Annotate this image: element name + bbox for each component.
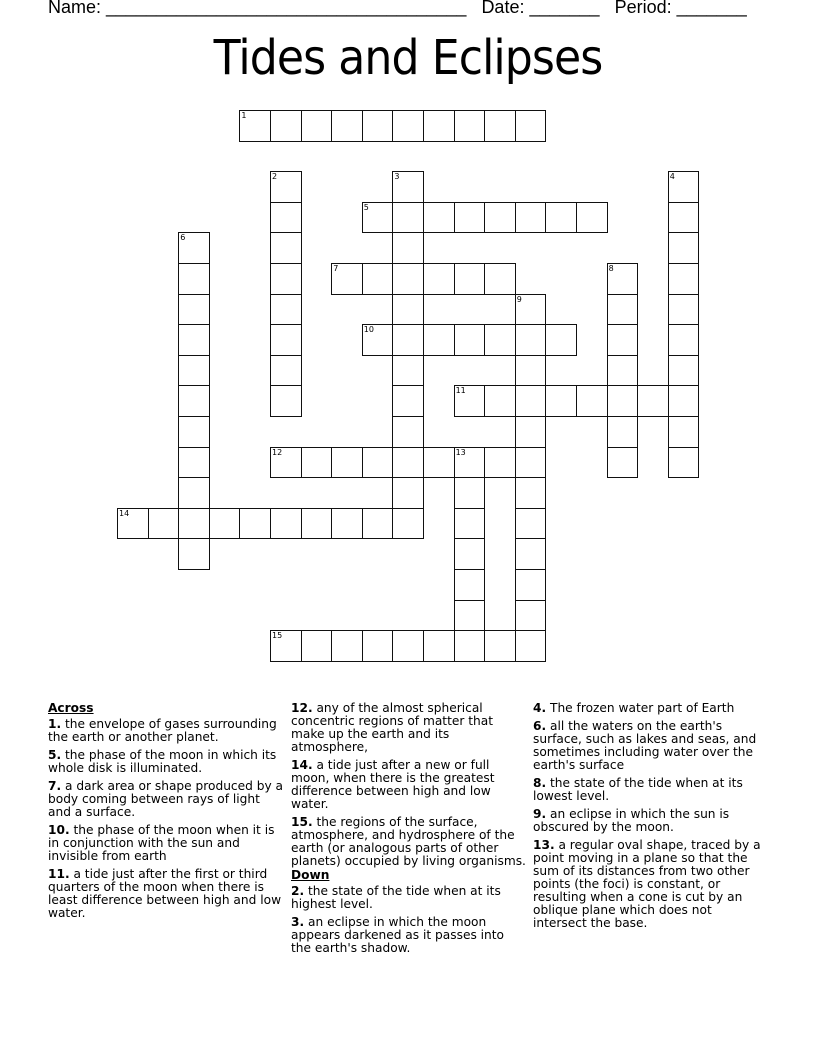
grid-cell[interactable] — [668, 385, 700, 417]
grid-cell[interactable] — [331, 447, 363, 479]
clue-number: 14 — [119, 508, 130, 518]
grid-cell[interactable] — [392, 110, 424, 142]
clue-down-3: 3. an eclipse in which the moon appears darkened as it passes into the earth's shadow. — [291, 915, 505, 955]
grid-cell[interactable] — [454, 630, 486, 662]
grid-cell[interactable] — [454, 569, 486, 601]
grid-cell[interactable] — [454, 538, 486, 570]
grid-cell[interactable] — [515, 355, 547, 387]
clue-across-12: 12. any of the almost spherical concentric regions of matter that make up the earth and its atmosphere, — [291, 701, 493, 754]
grid-cell[interactable] — [515, 508, 547, 540]
grid-cell[interactable] — [423, 324, 455, 356]
grid-cell[interactable] — [178, 416, 210, 448]
grid-cell[interactable] — [392, 294, 424, 326]
grid-cell[interactable] — [423, 447, 455, 479]
across-heading: Across — [48, 701, 94, 715]
grid-cell[interactable] — [270, 385, 302, 417]
grid-cell[interactable] — [392, 447, 424, 479]
clue-down-9: 9. an eclipse in which the sun is obscured by the moon. — [533, 807, 730, 834]
grid-cell[interactable] — [484, 263, 516, 295]
clue-down-4: 4. The frozen water part of Earth — [533, 701, 735, 715]
grid-cell[interactable] — [178, 477, 210, 509]
date-blank[interactable]: _______ — [529, 0, 600, 17]
grid-cell[interactable] — [454, 508, 486, 540]
grid-cell[interactable] — [270, 355, 302, 387]
grid-cell[interactable] — [484, 385, 516, 417]
grid-cell[interactable] — [270, 202, 302, 234]
clue-number: 3 — [394, 172, 400, 182]
clues-column-3 — [533, 702, 765, 935]
grid-cell[interactable] — [515, 447, 547, 479]
grid-cell[interactable] — [515, 324, 547, 356]
clue-down-6: 6. all the waters on the earth's surface, such as lakes and seas, and sometimes including water over the earth's surface — [533, 719, 757, 772]
grid-cell[interactable] — [270, 171, 302, 203]
grid-cell[interactable] — [270, 294, 302, 326]
grid-cell[interactable] — [668, 171, 700, 203]
grid-cell[interactable] — [668, 263, 700, 295]
name-blank[interactable]: ____________________________________ — [106, 0, 467, 17]
grid-cell[interactable] — [392, 477, 424, 509]
grid-cell[interactable] — [484, 447, 516, 479]
grid-cell[interactable] — [607, 385, 639, 417]
grid-cell[interactable] — [454, 447, 486, 479]
grid-cell[interactable] — [668, 355, 700, 387]
grid-cell[interactable] — [178, 385, 210, 417]
grid-cell[interactable] — [178, 324, 210, 356]
clue-number: 13 — [455, 447, 466, 457]
grid-cell[interactable] — [239, 110, 271, 142]
grid-cell[interactable] — [362, 202, 394, 234]
grid-cell[interactable] — [668, 202, 700, 234]
grid-cell[interactable] — [515, 294, 547, 326]
grid-cell[interactable] — [515, 630, 547, 662]
grid-cell[interactable] — [239, 508, 271, 540]
clue-across-10: 10. the phase of the moon when it is in conjunction with the sun and invisible from earth — [48, 823, 275, 863]
clue-number: 4 — [669, 172, 675, 182]
grid-cell[interactable] — [270, 630, 302, 662]
grid-cell[interactable] — [392, 232, 424, 264]
grid-cell[interactable] — [423, 263, 455, 295]
grid-cell[interactable] — [362, 263, 394, 295]
name-label: Name: — [48, 0, 102, 17]
grid-cell[interactable] — [607, 294, 639, 326]
grid-cell[interactable] — [148, 508, 180, 540]
grid-cell[interactable] — [178, 508, 210, 540]
down-heading: Down — [291, 868, 330, 882]
clue-number: 8 — [608, 264, 614, 273]
grid-cell[interactable] — [454, 600, 486, 632]
grid-cell[interactable] — [392, 385, 424, 417]
grid-cell[interactable] — [668, 416, 700, 448]
grid-cell[interactable] — [484, 324, 516, 356]
grid-cell[interactable] — [362, 110, 394, 142]
grid-cell[interactable] — [607, 263, 639, 295]
grid-cell[interactable] — [607, 416, 639, 448]
grid-cell[interactable] — [515, 477, 547, 509]
grid-cell[interactable] — [454, 385, 486, 417]
grid-cell[interactable] — [392, 263, 424, 295]
grid-cell[interactable] — [484, 202, 516, 234]
grid-cell[interactable] — [270, 110, 302, 142]
grid-cell[interactable] — [117, 508, 149, 540]
grid-cell[interactable] — [576, 385, 608, 417]
grid-cell[interactable] — [270, 263, 302, 295]
grid-cell[interactable] — [545, 324, 577, 356]
grid-cell[interactable] — [331, 263, 363, 295]
clue-number: 10 — [363, 325, 374, 335]
clue-number: 6 — [180, 233, 186, 243]
clue-down-13: 13. a regular oval shape, traced by a point moving in a plane so that the sum of its distances from two other points (the foci) is constant, or resulting when a cone is cut by an oblique plane which does not intersect the base. — [533, 838, 761, 930]
grid-cell[interactable] — [668, 232, 700, 264]
clues-column-1 — [48, 702, 284, 925]
grid-cell[interactable] — [515, 202, 547, 234]
grid-cell[interactable] — [423, 630, 455, 662]
grid-cell[interactable] — [607, 355, 639, 387]
clue-across-5: 5. the phase of the moon in which its whole disk is illuminated. — [48, 748, 277, 775]
grid-cell[interactable] — [637, 385, 669, 417]
grid-cell[interactable] — [362, 508, 394, 540]
grid-cell[interactable] — [331, 508, 363, 540]
grid-cell[interactable] — [454, 263, 486, 295]
grid-cell[interactable] — [515, 416, 547, 448]
grid-cell[interactable] — [515, 569, 547, 601]
clue-across-15: 15. the regions of the surface, atmosphere, and hydrosphere of the earth (or analogous parts of other planets) occupied by living organisms. — [291, 815, 526, 868]
grid-cell[interactable] — [423, 110, 455, 142]
grid-cell[interactable] — [545, 202, 577, 234]
grid-cell[interactable] — [178, 263, 210, 295]
grid-cell[interactable] — [392, 355, 424, 387]
grid-cell[interactable] — [515, 110, 547, 142]
grid-cell[interactable] — [454, 202, 486, 234]
grid-cell[interactable] — [178, 232, 210, 264]
grid-cell[interactable] — [484, 110, 516, 142]
clue-across-7: 7. a dark area or shape produced by a body coming between rays of light and a surface. — [48, 779, 284, 819]
grid-cell[interactable] — [668, 447, 700, 479]
grid-cell[interactable] — [392, 324, 424, 356]
grid-cell[interactable] — [331, 110, 363, 142]
clue-number: 2 — [272, 172, 278, 182]
page-title: Tides and Eclipses — [213, 30, 603, 86]
grid-cell[interactable] — [270, 508, 302, 540]
clue-across-14: 14. a tide just after a new or full moon, when there is the greatest difference between high and low water. — [291, 758, 495, 811]
grid-cell[interactable] — [362, 630, 394, 662]
clue-number: 11 — [455, 386, 466, 396]
grid-cell[interactable] — [331, 630, 363, 662]
grid-cell[interactable] — [209, 508, 241, 540]
grid-cell[interactable] — [178, 447, 210, 479]
clue-number: 9 — [516, 294, 522, 304]
grid-cell[interactable] — [362, 324, 394, 356]
grid-cell[interactable] — [454, 110, 486, 142]
grid-cell[interactable] — [178, 294, 210, 326]
grid-cell[interactable] — [454, 477, 486, 509]
period-label: Period: — [614, 0, 672, 17]
grid-cell[interactable] — [545, 385, 577, 417]
grid-cell[interactable] — [392, 508, 424, 540]
grid-cell[interactable] — [270, 447, 302, 479]
grid-cell[interactable] — [392, 416, 424, 448]
grid-cell[interactable] — [607, 324, 639, 356]
grid-cell[interactable] — [484, 630, 516, 662]
clue-across-1: 1. the envelope of gases surrounding the earth or another planet. — [48, 717, 277, 744]
grid-cell[interactable] — [301, 508, 333, 540]
grid-cell[interactable] — [178, 355, 210, 387]
grid-cell[interactable] — [423, 202, 455, 234]
date-label: Date: — [481, 0, 525, 17]
grid-cell[interactable] — [301, 110, 333, 142]
clue-number: 5 — [363, 202, 369, 212]
grid-cell[interactable] — [515, 385, 547, 417]
grid-cell[interactable] — [668, 324, 700, 356]
grid-cell[interactable] — [362, 447, 394, 479]
grid-cell[interactable] — [515, 538, 547, 570]
grid-cell[interactable] — [668, 294, 700, 326]
clues-column-2 — [291, 702, 527, 960]
grid-cell[interactable] — [607, 447, 639, 479]
grid-cell[interactable] — [301, 630, 333, 662]
clue-number: 15 — [272, 631, 283, 641]
grid-cell[interactable] — [454, 324, 486, 356]
clue-number: 12 — [272, 447, 283, 457]
grid-cell[interactable] — [270, 324, 302, 356]
period-blank[interactable]: _______ — [676, 0, 747, 17]
clue-down-2: 2. the state of the tide when at its highest level. — [291, 884, 501, 911]
grid-cell[interactable] — [392, 202, 424, 234]
grid-cell[interactable] — [576, 202, 608, 234]
grid-cell[interactable] — [178, 538, 210, 570]
grid-cell[interactable] — [270, 232, 302, 264]
clue-down-8: 8. the state of the tide when at its lowest level. — [533, 776, 743, 803]
grid-cell[interactable] — [515, 600, 547, 632]
clue-number: 7 — [333, 264, 339, 273]
grid-cell[interactable] — [392, 630, 424, 662]
clue-number: 1 — [241, 111, 247, 120]
clue-across-11: 11. a tide just after the first or third quarters of the moon when there is least difference between high and low water. — [48, 867, 282, 920]
grid-cell[interactable] — [392, 171, 424, 203]
grid-cell[interactable] — [301, 447, 333, 479]
